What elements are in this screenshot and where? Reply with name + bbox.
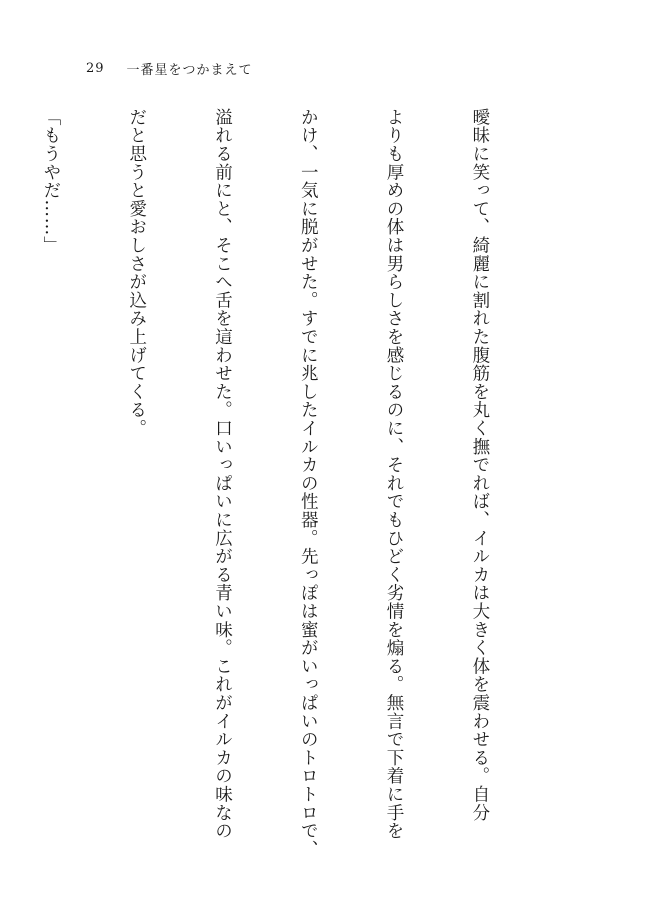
text-line: 溢れる前にと、そこへ舌を這わせた。口いっぱいに広がる青い味。これがイルカの味なの	[212, 108, 233, 840]
text-line: だと思うと愛おしさが込み上げてくる。	[126, 108, 147, 438]
dialogue-line: 「もうやだ……」	[40, 108, 61, 255]
text-line: かけ、一気に脱がせた。すでに兆したイルカの性器。先っぽは蜜がいっぱいのトロトロで、	[298, 108, 319, 859]
running-header	[86, 56, 253, 80]
running-title: 一番星をつかまえて	[126, 62, 253, 78]
vertical-body-text	[40, 108, 551, 859]
text-line: 曖昧に笑って、綺麗に割れた腹筋を丸く撫でれば、イルカは大きく体を震わせる。自分	[469, 108, 490, 822]
text-line: よりも厚めの体は男らしさを感じるのに、それでもひどく劣情を煽る。無言で下着に手を	[384, 108, 405, 840]
page-number: 29	[86, 60, 105, 76]
